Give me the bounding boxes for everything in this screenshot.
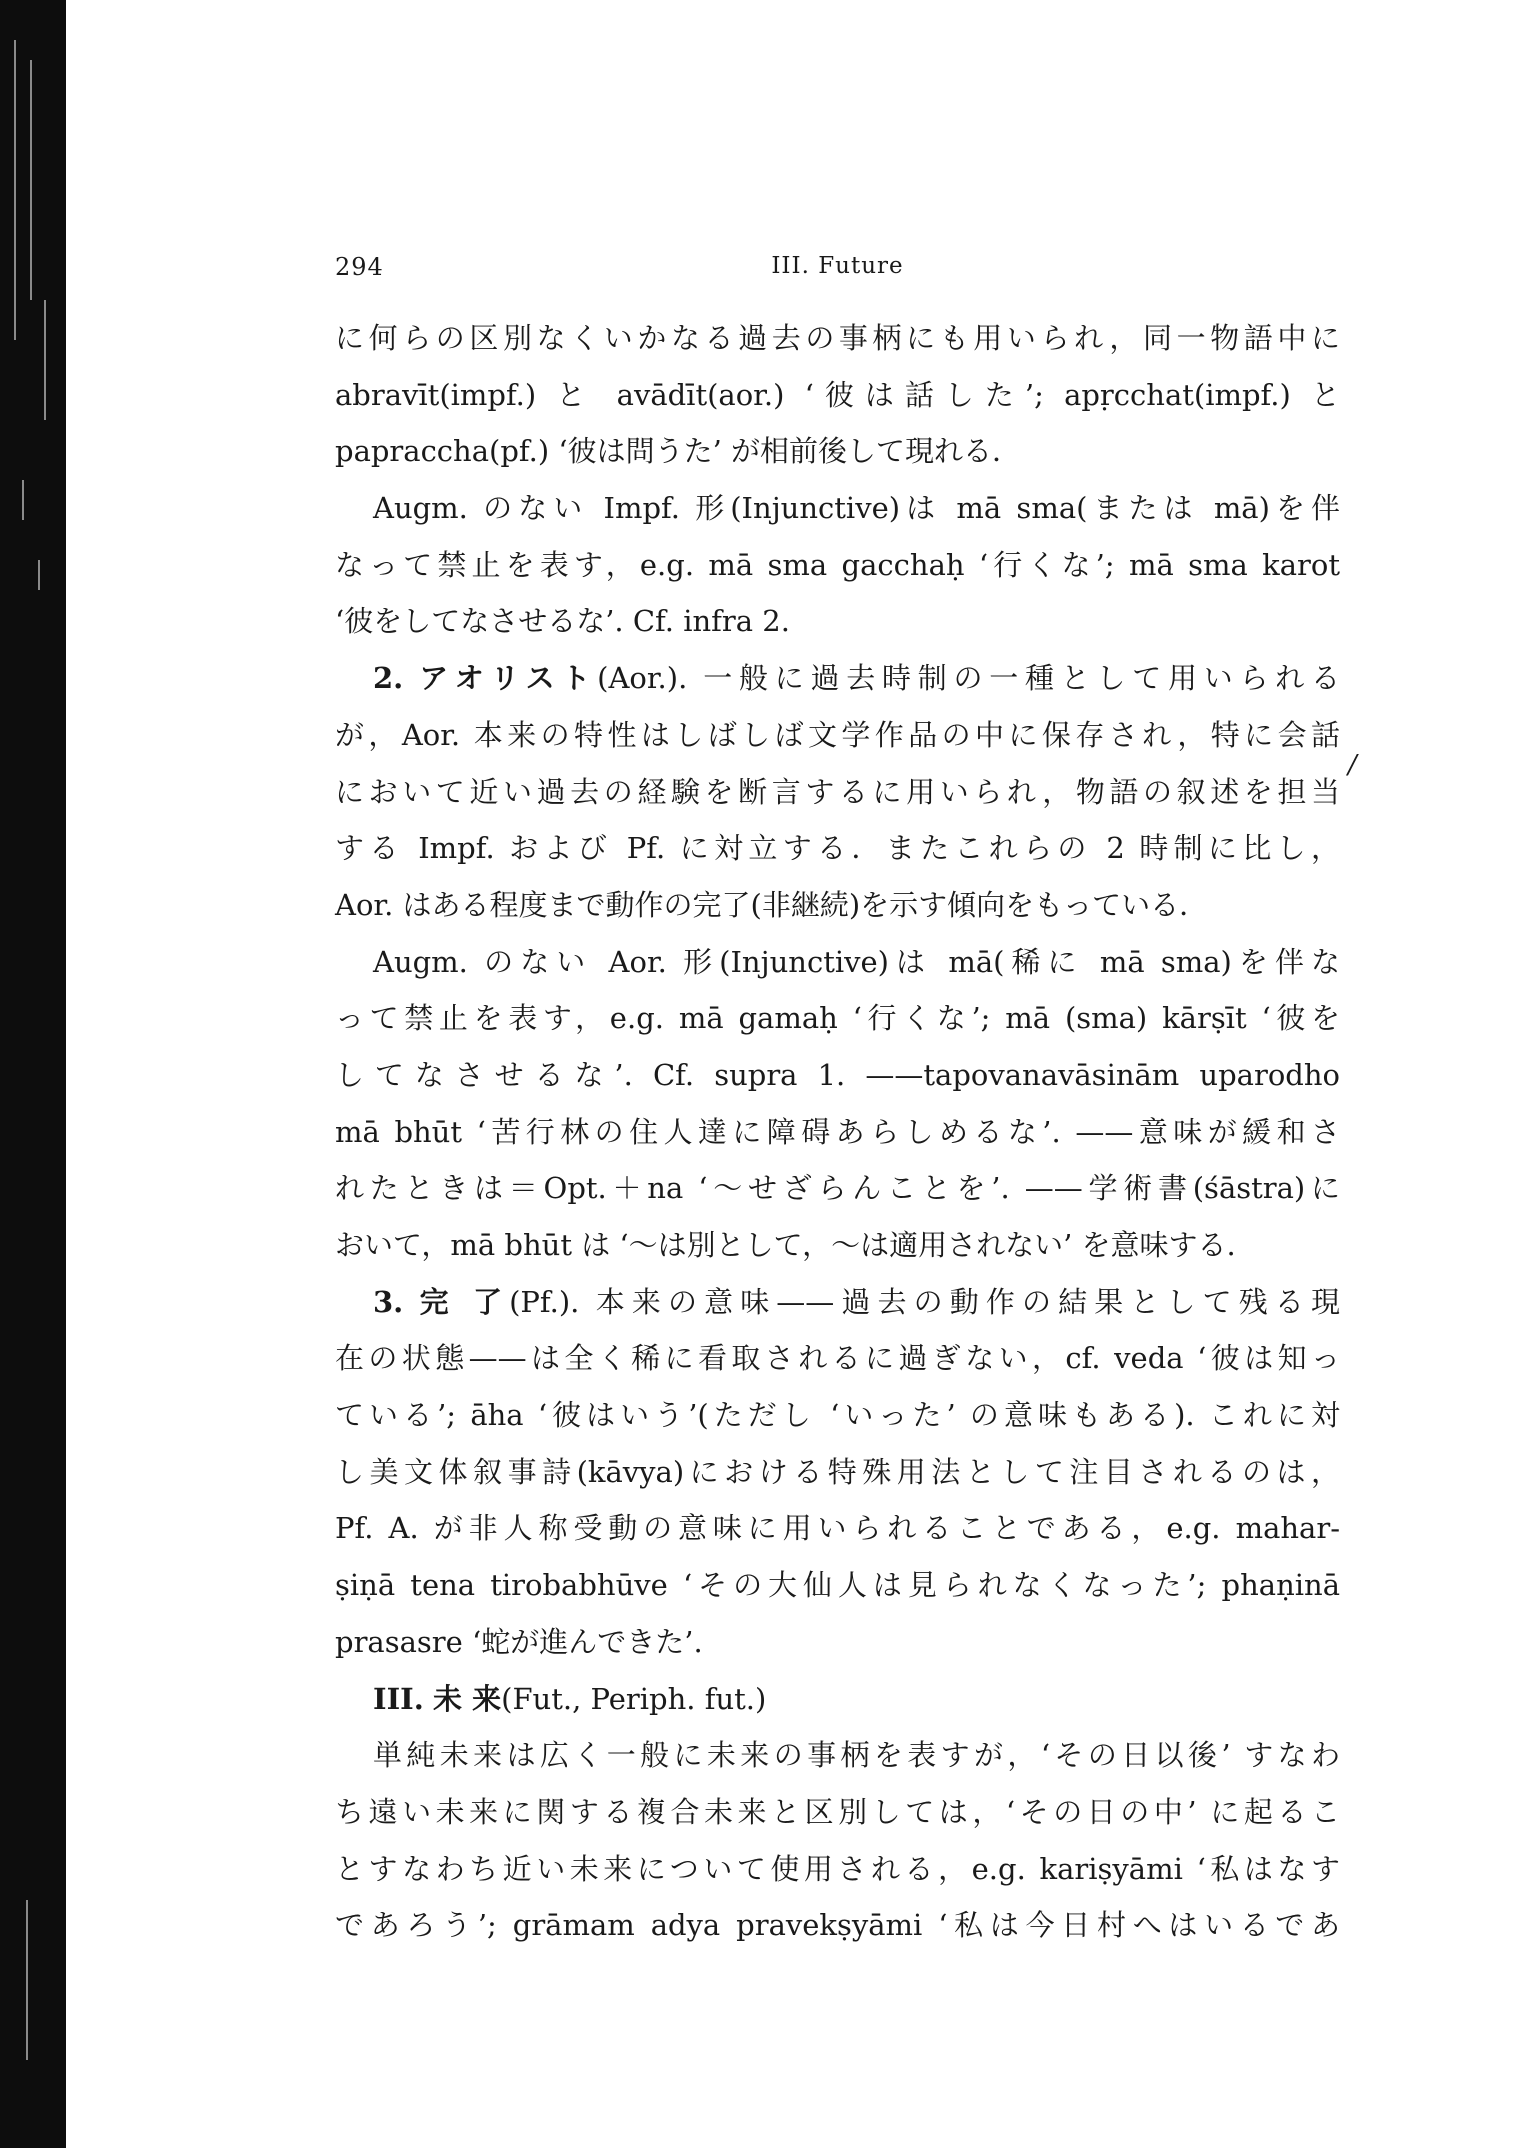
section-2-aorist bbox=[335, 650, 1340, 933]
text-line: 在の状態——は全く稀に看取されるに過ぎない，cf. veda ‘彼は知っ bbox=[335, 1341, 1340, 1376]
section-3-perfect bbox=[335, 1274, 1340, 1671]
text-line: が，Aor. 本来の特性はしばしば文学作品の中に保存され，特に会話 bbox=[335, 717, 1340, 752]
page-header bbox=[335, 253, 1340, 293]
section-heading-rest: (Aor.). 一般に過去時制の一種として用いられる bbox=[597, 661, 1340, 696]
paragraph-2 bbox=[335, 480, 1340, 650]
section-number: 2. bbox=[373, 661, 404, 696]
text-line: であろう’; grāmam adya pravekṣyāmi ‘私は今日村へはいるであ bbox=[335, 1908, 1340, 1943]
section-III-future bbox=[335, 1671, 1340, 1728]
text-line: れたときは＝Opt.＋na ‘～せざらんことを’. ——学術書(śāstra)に bbox=[335, 1171, 1340, 1206]
text-line: する Impf. および Pf. に対立する．またこれらの 2 時制に比し， bbox=[335, 831, 1340, 866]
page-body bbox=[335, 310, 1340, 1954]
text-line: Pf. A. が非人称受動の意味に用いられることである，e.g. mahar- bbox=[335, 1511, 1340, 1546]
text-line: おいて，mā bhūt は ‘～は別として，～は適用されない’ を意味する. bbox=[335, 1228, 1236, 1262]
text-line: してなさせるな’. Cf. supra 1. ——tapovanavāsinām uparodho bbox=[335, 1057, 1340, 1092]
page-number: 294 bbox=[335, 253, 384, 281]
text-line: なって禁止を表す，e.g. mā sma gacchaḥ ‘行くな’; mā sma karot bbox=[335, 547, 1340, 582]
section-heading-line bbox=[335, 1274, 1340, 1331]
text-line: Aor. はある程度まで動作の完了(非継続)を示す傾向をもっている． bbox=[335, 887, 1209, 922]
section-heading-rest: (Fut., Periph. fut.) bbox=[501, 1681, 767, 1716]
text-line: って禁止を表す，e.g. mā gamaḥ ‘行くな’; mā (sma) kārṣīt ‘彼を bbox=[335, 1001, 1340, 1036]
text-line: papraccha(pf.) ‘彼は問うた’ が相前後して現れる． bbox=[335, 434, 1022, 469]
text-line: ṣiṇā tena tirobabhūve ‘その大仙人は見られなくなった’; phaṇinā bbox=[335, 1568, 1340, 1603]
margin-mark: / bbox=[1348, 750, 1357, 780]
section-number: 3. bbox=[373, 1284, 404, 1319]
text-line: Augm. のない Aor. 形(Injunctive)は mā(稀に mā sma)を伴な bbox=[373, 944, 1340, 979]
paragraph-future bbox=[335, 1727, 1340, 1954]
running-title: III. Future bbox=[771, 253, 904, 279]
text-line: に何らの区別なくいかなる過去の事柄にも用いられ，同一物語中に bbox=[335, 321, 1340, 355]
text-line: ‘彼をしてなさせるな’. Cf. infra 2. bbox=[335, 604, 790, 639]
text-line: ている’; āha ‘彼はいう’(ただし ‘いった’ の意味もある). これに対 bbox=[335, 1398, 1340, 1433]
section-heading-rest: (Pf.). 本来の意味——過去の動作の結果として残る現 bbox=[509, 1284, 1340, 1319]
text-line: 単純未来は広く一般に未来の事柄を表すが，‘その日以後’ すなわ bbox=[373, 1738, 1340, 1773]
paragraph-aorist-injunctive bbox=[335, 934, 1340, 1274]
text-line: において近い過去の経験を断言するに用いられ，物語の叙述を担当 bbox=[335, 774, 1340, 809]
section-heading: 完 了 bbox=[419, 1284, 510, 1319]
page-binding-shadow bbox=[0, 0, 66, 2148]
text-line: とすなわち近い未来について使用される，e.g. kariṣyāmi ‘私はなす bbox=[335, 1851, 1340, 1886]
text-line: Augm. のない Impf. 形(Injunctive)は mā sma(または mā)を伴 bbox=[373, 491, 1340, 526]
section-heading: アオリスト bbox=[419, 661, 598, 696]
text-line: abravīt(impf.) と avādīt(aor.) ‘彼は話した’; apṛcchat(impf.) と bbox=[335, 377, 1340, 412]
section-heading-line bbox=[335, 1671, 1340, 1728]
section-heading-line bbox=[335, 650, 1340, 707]
text-line: ち遠い未来に関する複合未来と区別しては，‘その日の中’ に起るこ bbox=[335, 1794, 1340, 1829]
text-line: し美文体叙事詩(kāvya)における特殊用法として注目されるのは， bbox=[335, 1454, 1340, 1489]
section-heading: 未 来 bbox=[433, 1681, 502, 1716]
text-line: mā bhūt ‘苦行林の住人達に障碍あらしめるな’. ——意味が緩和さ bbox=[335, 1114, 1340, 1149]
section-number: III. bbox=[373, 1681, 424, 1716]
text-line: prasasre ‘蛇が進んできた’. bbox=[335, 1624, 703, 1659]
paragraph-1 bbox=[335, 310, 1340, 480]
